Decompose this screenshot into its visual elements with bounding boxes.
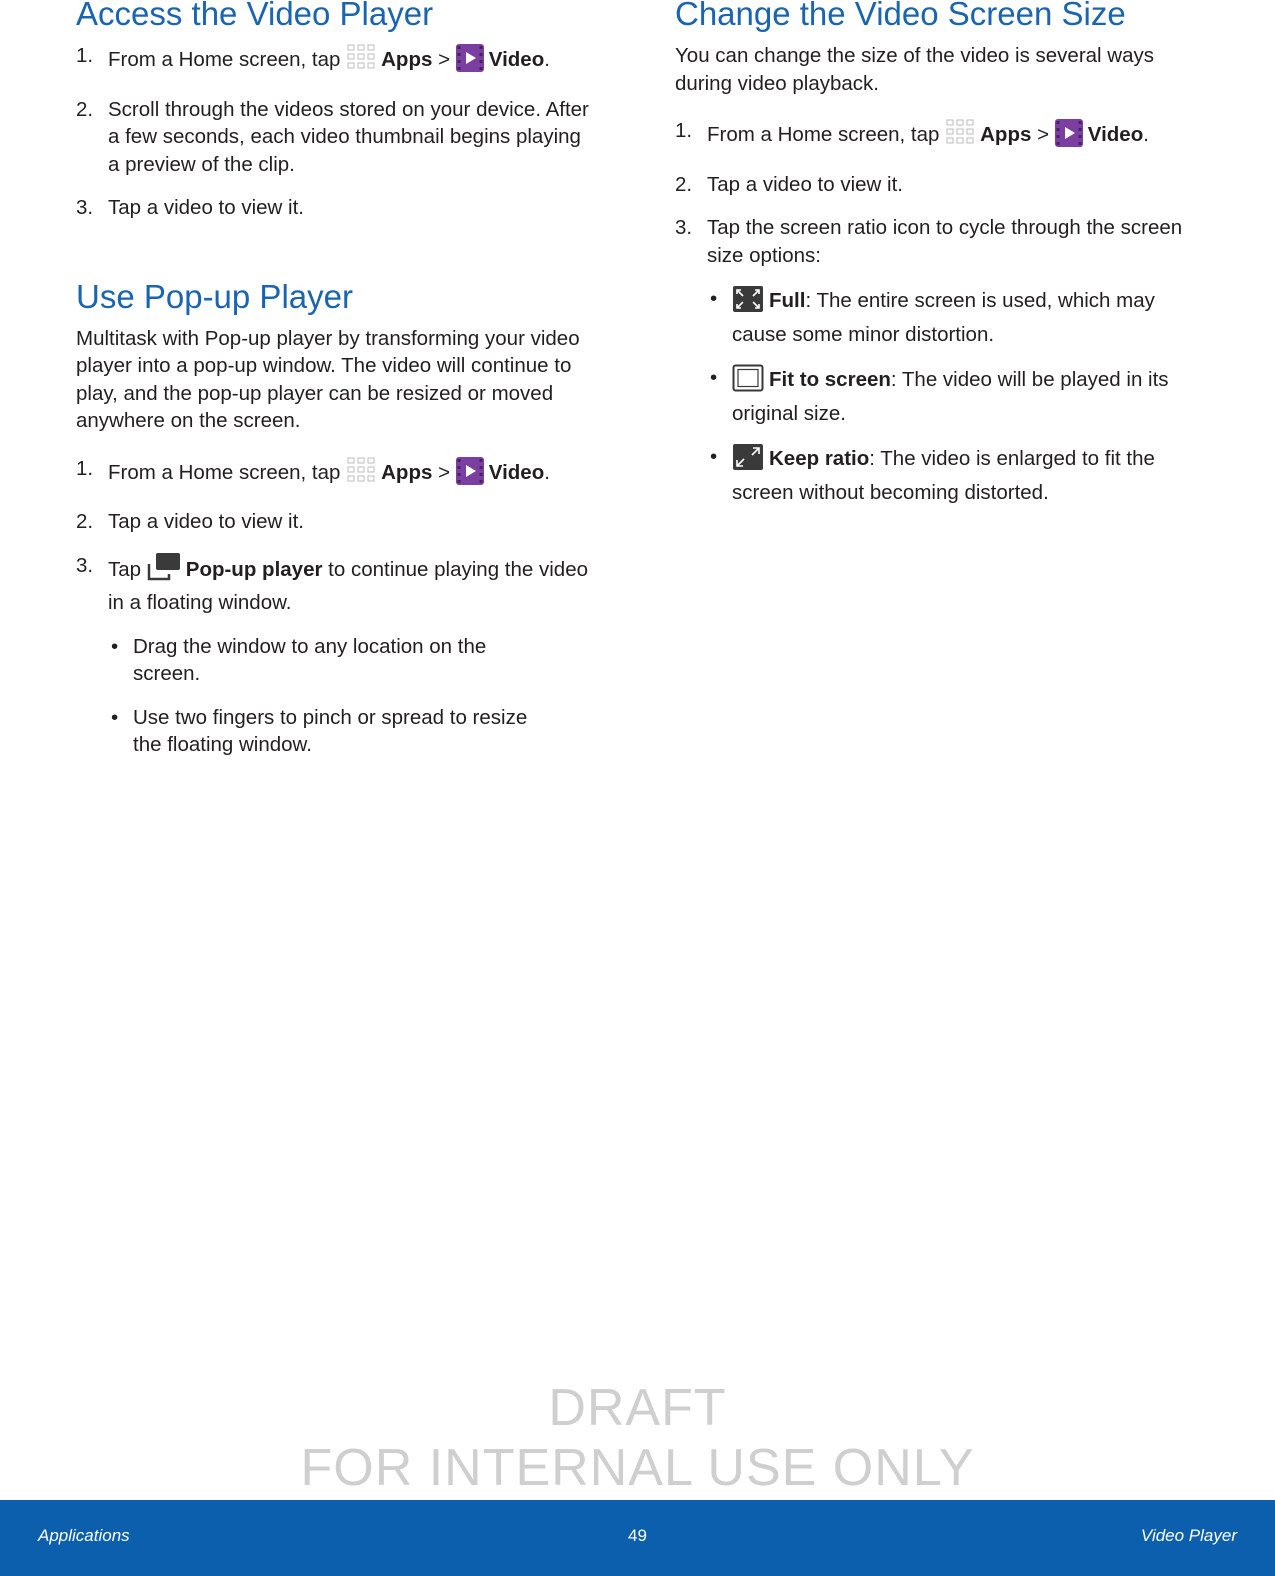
- popup-intro: Multitask with Pop-up player by transforming your video player into a pop-up window. The video will continue to play, and the pop-up player can be resized or moved anywhere on the screen.: [76, 326, 580, 432]
- right-column: [675, 0, 1205, 506]
- internal-use-watermark: FOR INTERNAL USE ONLY: [300, 1439, 975, 1497]
- page-footer: [0, 1500, 1275, 1576]
- popup-bullet-2: • Use two fingers to pinch or spread to resize the floating window.: [111, 705, 528, 756]
- size-step-2: 2. Tap a video to view it.: [675, 172, 903, 196]
- apps-icon: [945, 117, 975, 155]
- popup-bullets: [108, 633, 528, 759]
- access-title: Access the Video Player: [76, 0, 434, 32]
- popup-step-3: 3. Tap Pop-up player to continue playing the video in a floating window.: [76, 553, 589, 614]
- footer-section: Applications: [38, 1526, 130, 1545]
- apps-icon: [346, 42, 376, 80]
- popup-step-2: 2. Tap a video to view it.: [76, 510, 304, 533]
- full-screen-icon: [732, 285, 764, 321]
- access-step-1: 1. From a Home screen, tap Apps > Video.: [76, 42, 591, 80]
- keep-ratio-icon: [732, 443, 764, 479]
- option-fit-to-screen: • Fit to screen: The video will be played in its original size.: [710, 366, 1169, 425]
- size-title: Change the Video Screen Size: [675, 0, 1126, 32]
- popup-player-icon: [147, 552, 181, 590]
- option-full: • Full: The entire screen is used, which may cause some minor distortion.: [710, 287, 1155, 346]
- draft-watermark: DRAFT: [548, 1379, 727, 1437]
- video-icon: [456, 457, 484, 493]
- option-keep-ratio: • Keep ratio: The video is enlarged to fit the screen without becoming distorted.: [710, 445, 1155, 504]
- size-options: [707, 285, 1177, 506]
- popup-bullet-1: • Drag the window to any location on the screen.: [111, 634, 487, 685]
- apps-icon: [346, 455, 376, 493]
- size-steps: [675, 117, 1205, 269]
- access-step-3: 3. Tap a video to view it.: [76, 196, 304, 219]
- video-icon: [1055, 119, 1083, 155]
- left-column: [76, 0, 591, 759]
- popup-steps: [76, 455, 591, 617]
- footer-chapter: Video Player: [1140, 1526, 1237, 1545]
- popup-step-1: 1. From a Home screen, tap Apps > Video.: [76, 455, 591, 493]
- size-step-3: 3. Tap the screen ratio icon to cycle through the screen size options:: [675, 216, 1183, 267]
- size-step-1: 1. From a Home screen, tap Apps > Video.: [675, 117, 1205, 155]
- access-step-2: 2. Scroll through the videos stored on your device. After a few seconds, each video thumbnail begins playing a preview of the clip.: [76, 97, 589, 176]
- access-steps: [76, 42, 591, 222]
- size-intro: You can change the size of the video is several ways during video playback.: [675, 44, 1155, 95]
- popup-title: Use Pop-up Player: [76, 277, 353, 315]
- footer-page-number: 49: [628, 1526, 647, 1545]
- fit-to-screen-icon: [732, 364, 764, 400]
- video-icon: [456, 44, 484, 80]
